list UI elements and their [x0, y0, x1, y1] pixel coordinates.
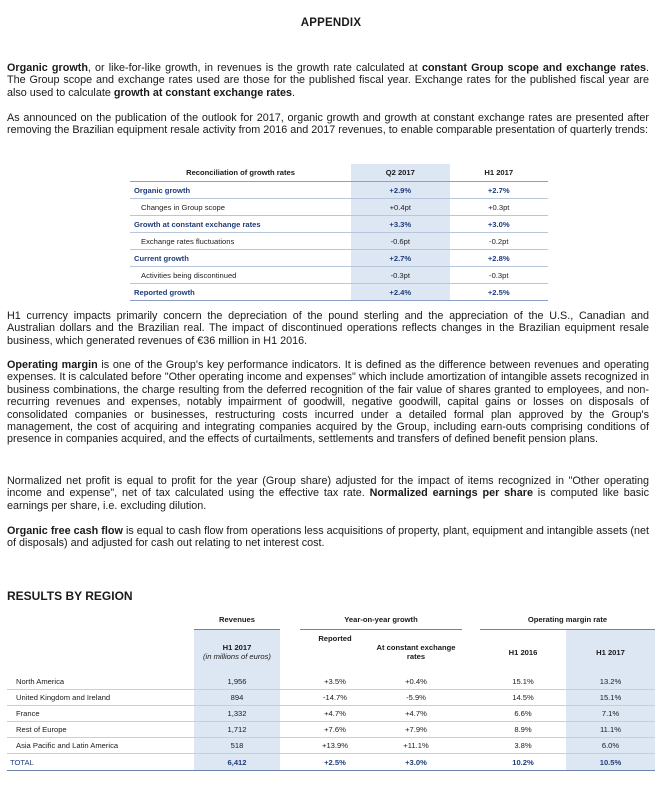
- sub-header-row: [7, 630, 655, 675]
- operating-margin-paragraph: [7, 359, 649, 446]
- reconciliation-row: [130, 284, 548, 301]
- reconciliation-row: [130, 182, 548, 199]
- group-operating-margin: Operating margin rate: [480, 609, 655, 630]
- h1-value: -0.3pt: [450, 267, 548, 284]
- q2-value: -0.6pt: [351, 233, 449, 250]
- reconciliation-row: [130, 199, 548, 216]
- q2-value: +2.4%: [351, 284, 449, 301]
- row-label: Changes in Group scope: [130, 199, 351, 216]
- para1-text-3: .: [292, 86, 296, 99]
- term-operating-margin: Operating margin: [7, 359, 98, 371]
- q2-value: +3.3%: [351, 216, 449, 233]
- term-organic-fcf: Organic free cash flow: [7, 525, 123, 537]
- total-constant-growth: +3.0%: [370, 754, 462, 771]
- total-label: TOTAL: [7, 754, 194, 771]
- para1-text-1: , or like-for-like growth, in revenues is the growth rate calculated at: [87, 62, 422, 74]
- para1-text-2: . The Group scope and exchange rates used are those for the published fiscal year. Exchange rates for the published fiscal year are also used to calculate: [7, 62, 649, 99]
- reported-col-header: Reported: [318, 634, 352, 643]
- reconciliation-header-q2: Q2 2017: [351, 164, 449, 182]
- q2-value: +2.9%: [351, 182, 449, 199]
- region-margin-2017: 13.2%: [566, 674, 655, 690]
- region-reported-growth: +4.7%: [300, 706, 370, 722]
- term-organic-growth: Organic growth: [7, 62, 88, 74]
- region-row: [7, 706, 655, 722]
- region-margin-2016: 15.1%: [480, 674, 566, 690]
- row-label: Reported growth: [130, 284, 351, 301]
- organic-growth-paragraph: [7, 62, 649, 99]
- q2-value: -0.3pt: [351, 267, 449, 284]
- row-label: Growth at constant exchange rates: [130, 216, 351, 233]
- group-yoy-growth: Year-on-year growth: [300, 609, 462, 630]
- total-margin-2016: 10.2%: [480, 754, 566, 771]
- group-revenues: Revenues: [194, 609, 280, 630]
- term-normalized-eps: Normalized earnings per share: [369, 487, 533, 500]
- h1-value: +0.3pt: [450, 199, 548, 216]
- region-constant-growth: +11.1%: [370, 738, 462, 754]
- revenues-col-header: [194, 630, 280, 675]
- reconciliation-row: [130, 216, 548, 233]
- region-name: North America: [7, 674, 194, 690]
- row-label: Exchange rates fluctuations: [130, 233, 351, 250]
- region-margin-2016: 14.5%: [480, 690, 566, 706]
- region-name: Rest of Europe: [7, 722, 194, 738]
- region-reported-growth: +7.6%: [300, 722, 370, 738]
- total-margin-2017: 10.5%: [566, 754, 655, 771]
- reconciliation-header-h1: H1 2017: [450, 164, 548, 182]
- total-row: [7, 754, 655, 771]
- region-margin-2017: 6.0%: [566, 738, 655, 754]
- revenues-period: H1 2017: [222, 643, 252, 652]
- total-reported-growth: +2.5%: [300, 754, 370, 771]
- region-constant-growth: +0.4%: [370, 674, 462, 690]
- free-cash-flow-paragraph: [7, 525, 649, 550]
- margin-h1-2017-header: H1 2017: [566, 630, 655, 675]
- region-revenue: 518: [194, 738, 280, 754]
- currency-impacts-paragraph: H1 currency impacts primarily concern the depreciation of the pound sterling and the appreciation of the U.S., Canadian and Australian dollars and the Brazilian real. The impact of discontinued operations reflects changes in the Brazilian equipment resale business, which generated revenues of €36 million in H1 2016.: [7, 310, 649, 347]
- h1-value: +2.5%: [450, 284, 548, 301]
- row-label: Organic growth: [130, 182, 351, 199]
- h1-value: -0.2pt: [450, 233, 548, 250]
- growth-reconciliation-table: [130, 164, 548, 301]
- page-title: APPENDIX: [300, 17, 362, 29]
- results-by-region-table: [7, 609, 655, 771]
- results-by-region-heading: RESULTS BY REGION: [7, 589, 133, 603]
- region-margin-2016: 8.9%: [480, 722, 566, 738]
- region-name: United Kingdom and Ireland: [7, 690, 194, 706]
- reconciliation-row: [130, 267, 548, 284]
- reconciliation-header-row: [130, 164, 548, 182]
- region-margin-2016: 6.6%: [480, 706, 566, 722]
- constant-fx-col-header: At constant exchange rates: [376, 643, 456, 661]
- region-constant-growth: +7.9%: [370, 722, 462, 738]
- h1-value: +2.8%: [450, 250, 548, 267]
- region-revenue: 1,332: [194, 706, 280, 722]
- row-label: Activities being discontinued: [130, 267, 351, 284]
- region-row: [7, 738, 655, 754]
- region-revenue: 894: [194, 690, 280, 706]
- para5-text-1: Normalized net profit is equal to profit for the year (Group share) adjusted for the impact of items recognized in "Other operating income and expense", net of tax calculated using the effective tax rate.: [7, 475, 649, 500]
- q2-value: +2.7%: [351, 250, 449, 267]
- term-constant-fx: growth at constant exchange rates: [113, 86, 293, 99]
- normalized-profit-paragraph: [7, 475, 649, 512]
- region-margin-2016: 3.8%: [480, 738, 566, 754]
- region-constant-growth: -5.9%: [370, 690, 462, 706]
- region-reported-growth: +3.5%: [300, 674, 370, 690]
- region-row: [7, 690, 655, 706]
- reconciliation-header-label: Reconciliation of growth rates: [130, 164, 351, 182]
- region-reported-growth: -14.7%: [300, 690, 370, 706]
- para4-text: is one of the Group's key performance indicators. It is defined as the difference between revenues and operating expenses. It is calculated before "Other operating income and expenses" which include amortization of intangible assets recognized in business combinations, the charge resulting from the deferred recognition of the fair value of shares granted to employees, and non-recurring revenues and expenses, notably impairment of goodwill, negative goodwill, capital gains or losses on disposals of consolidated companies or businesses, restructuring costs incurred under a detailed formal plan approved by the Group's management, the cost of acquiring and integrating companies acquired by the Group, including earn-outs comprising conditions of presence in companies acquired, and the effects of curtailments, settlements and transfers of defined benefit pension plans.: [7, 359, 649, 446]
- h1-value: +2.7%: [450, 182, 548, 199]
- row-label: Current growth: [130, 250, 351, 267]
- group-header-row: [7, 609, 655, 630]
- region-name: France: [7, 706, 194, 722]
- para6-text: is equal to cash flow from operations less acquisitions of property, plant, equipment and intangible assets (net of disposals) and adjusted for cash out relating to net interest cost.: [7, 525, 649, 550]
- region-revenue: 1,712: [194, 722, 280, 738]
- region-margin-2017: 7.1%: [566, 706, 655, 722]
- revenues-unit: (in millions of euros): [203, 652, 271, 661]
- outlook-paragraph: As announced on the publication of the outlook for 2017, organic growth and growth at constant exchange rates are presented after removing the Brazilian equipment resale activity from 2016 and 2017 revenues, to enable comparable presentation of quarterly trends:: [7, 112, 649, 137]
- reconciliation-row: [130, 250, 548, 267]
- region-reported-growth: +13.9%: [300, 738, 370, 754]
- para5-text-2: is computed like basic earnings per share, i.e. excluding dilution.: [7, 487, 649, 512]
- region-revenue: 1,956: [194, 674, 280, 690]
- region-row: [7, 674, 655, 690]
- term-constant-scope: constant Group scope and exchange rates: [421, 62, 646, 74]
- margin-h1-2016-header: H1 2016: [508, 647, 538, 657]
- region-name: Asia Pacific and Latin America: [7, 738, 194, 754]
- h1-value: +3.0%: [450, 216, 548, 233]
- region-margin-2017: 15.1%: [566, 690, 655, 706]
- region-row: [7, 722, 655, 738]
- region-constant-growth: +4.7%: [370, 706, 462, 722]
- total-revenue: 6,412: [194, 754, 280, 771]
- reconciliation-row: [130, 233, 548, 250]
- region-margin-2017: 11.1%: [566, 722, 655, 738]
- q2-value: +0.4pt: [351, 199, 449, 216]
